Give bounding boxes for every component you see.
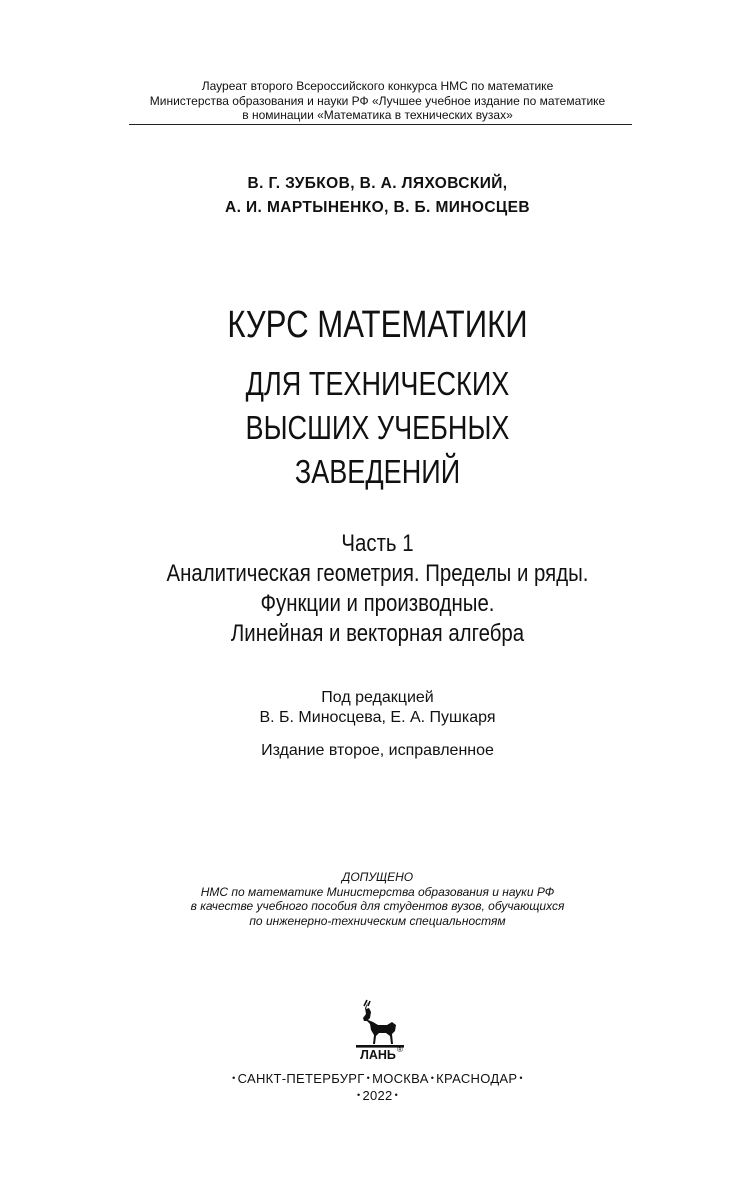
city-name: МОСКВА: [372, 1071, 429, 1086]
part-number: Часть 1: [341, 530, 414, 557]
publication-year-line: [0, 1087, 755, 1104]
authors: [0, 172, 755, 220]
approval-line: в качестве учебного пособия для студентов вузов, обучающихся: [190, 899, 565, 913]
separator-dot: •: [356, 1090, 361, 1100]
editors-names: В. Б. Миносцева, Е. А. Пушкаря: [259, 709, 496, 726]
logo-wordmark: ЛАНЬ: [360, 1048, 396, 1062]
approval-notice: [0, 870, 755, 928]
registered-mark: ®: [397, 1045, 403, 1054]
book-title: КУРС МАТЕМАТИКИ: [227, 304, 528, 346]
separator-dot: •: [519, 1073, 523, 1083]
publisher-logo-icon: [352, 998, 408, 1062]
authors-line: В. Г. ЗУБКОВ, В. А. ЛЯХОВСКИЙ,: [247, 175, 508, 192]
editors-label: Под редакцией: [321, 689, 434, 706]
city-name: КРАСНОДАР: [436, 1071, 518, 1086]
subtitle-line: ВЫСШИХ УЧЕБНЫХ: [245, 409, 510, 446]
subtitle-line: ДЛЯ ТЕХНИЧЕСКИХ: [245, 365, 510, 402]
subtitle-line: ЗАВЕДЕНИЙ: [294, 453, 461, 490]
separator-dot: •: [394, 1090, 399, 1100]
header-divider: [129, 124, 632, 125]
approval-line: ДОПУЩЕНО: [341, 870, 414, 884]
part-topic: Аналитическая геометрия. Пределы и ряды.: [166, 560, 589, 587]
part-block: [57, 529, 699, 649]
laureate-notice: [0, 79, 755, 123]
book-subtitle: [68, 362, 687, 494]
laureate-line: Лауреат второго Всероссийского конкурса НМС по математике: [201, 79, 554, 93]
separator-dot: •: [366, 1073, 371, 1083]
part-topic: Линейная и векторная алгебра: [230, 620, 525, 647]
approval-line: по инженерно-техническим специальностям: [249, 913, 506, 928]
authors-line: А. И. МАРТЫНЕНКО, В. Б. МИНОСЦЕВ: [224, 199, 530, 216]
separator-dot: •: [232, 1073, 236, 1083]
city-name: САНКТ-ПЕТЕРБУРГ: [237, 1071, 365, 1086]
part-topic: Функции и производные.: [260, 590, 495, 617]
editors-block: [0, 688, 755, 728]
separator-dot: •: [430, 1073, 435, 1083]
edition-note: Издание второе, исправленное: [261, 742, 494, 759]
publisher-cities: [0, 1070, 755, 1087]
publication-year: 2022: [362, 1088, 393, 1103]
approval-line: НМС по математике Министерства образования и науки РФ: [200, 884, 555, 899]
laureate-line: Министерства образования и науки РФ «Лучшее учебное издание по математике: [149, 93, 606, 108]
laureate-line: в номинации «Математика в технических вузах»: [242, 108, 513, 122]
